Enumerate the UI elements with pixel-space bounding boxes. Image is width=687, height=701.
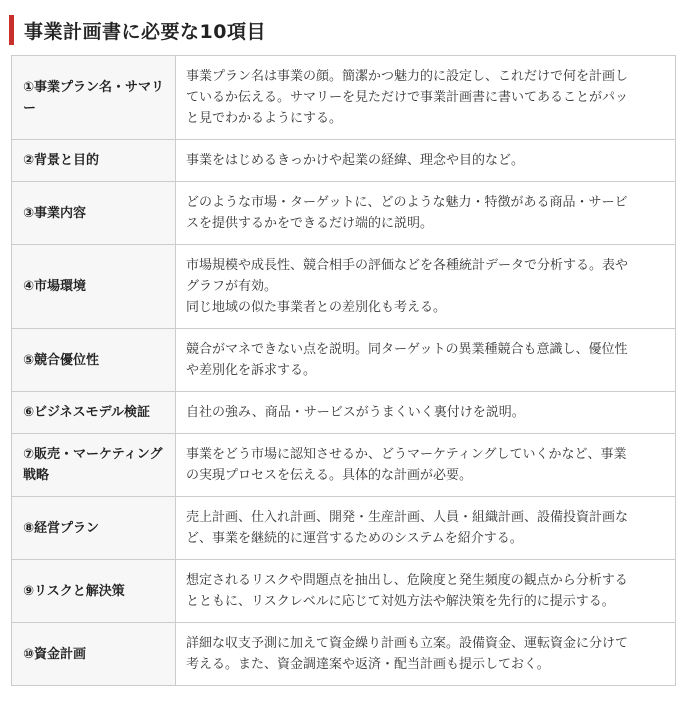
description-line: 想定されるリスクや問題点を抽出し、危険度と発生頻度の観点から分析する	[186, 573, 628, 588]
description-line: ど、事業を継続的に運営するためのシステムを紹介する。	[186, 531, 523, 546]
description-line: グラフが有効。	[186, 279, 278, 294]
table-row	[12, 434, 676, 497]
description-line: 事業をどう市場に認知させるか、どうマーケティングしていくかなど、事業	[186, 447, 627, 462]
description-line: や差別化を訴求する。	[186, 363, 317, 378]
description-line: 詳細な収支予測に加えて資金繰り計画も立案。設備資金、運転資金に分けて	[186, 636, 629, 651]
business-plan-items-table	[11, 55, 676, 686]
table-row	[12, 140, 676, 182]
item-label: ⑥ビジネスモデル検証	[12, 392, 176, 434]
description-line: 同じ地域の似た事業者との差別化も考える。	[186, 300, 447, 315]
item-label: ③事業内容	[12, 182, 176, 245]
item-description	[176, 434, 676, 497]
heading-accent-bar	[9, 15, 14, 45]
item-label: ⑩資金計画	[12, 623, 176, 686]
description-line: 考える。また、資金調達案や返済・配当計画も提示しておく。	[186, 657, 550, 672]
item-label: ④市場環境	[12, 245, 176, 329]
item-description	[176, 623, 676, 686]
description-line: 事業プラン名は事業の顔。簡潔かつ魅力的に設定し、これだけで何を計画し	[186, 69, 629, 84]
section-heading	[9, 15, 669, 45]
description-line: 自社の強み、商品・サービスがうまくいく裏付けを説明。	[186, 405, 525, 420]
description-line: ているか伝える。サマリーを見ただけで事業計画書に書いてあることがパッ	[186, 90, 629, 105]
item-label: ⑦販売・マーケティング戦略	[12, 434, 176, 497]
table-row	[12, 56, 676, 140]
table-row	[12, 497, 676, 560]
description-line: 市場規模や成長性、競合相手の評価などを各種統計データで分析する。表や	[186, 258, 629, 273]
item-description	[176, 56, 676, 140]
table-row	[12, 245, 676, 329]
table-row	[12, 560, 676, 623]
description-line: の実現プロセスを伝える。具体的な計画が必要。	[186, 468, 473, 483]
item-description	[176, 182, 676, 245]
description-line: 売上計画、仕入れ計画、開発・生産計画、人員・組織計画、設備投資計画な	[186, 510, 629, 525]
item-label: ⑧経営プラン	[12, 497, 176, 560]
item-label: ⑨リスクと解決策	[12, 560, 176, 623]
description-line: 事業をはじめるきっかけや起業の経緯、理念や目的など。	[186, 153, 525, 168]
table-row	[12, 623, 676, 686]
item-label: ⑤競合優位性	[12, 329, 176, 392]
table-row	[12, 329, 676, 392]
item-description	[176, 245, 676, 329]
item-description	[176, 329, 676, 392]
item-label: ①事業プラン名・サマリー	[12, 56, 176, 140]
description-line: と見でわかるようにする。	[186, 111, 343, 126]
description-line: どのような市場・ターゲットに、どのような魅力・特徴がある商品・サービ	[186, 195, 628, 210]
table-row	[12, 392, 676, 434]
item-description	[176, 392, 676, 434]
description-line: スを提供するかをできるだけ端的に説明。	[186, 216, 434, 231]
description-line: とともに、リスクレベルに応じて対処方法や解決策を先行的に提示する。	[186, 594, 615, 609]
table-row	[12, 182, 676, 245]
item-description	[176, 497, 676, 560]
description-line: 競合がマネできない点を説明。同ターゲットの異業種競合も意識し、優位性	[186, 342, 628, 357]
item-label: ②背景と目的	[12, 140, 176, 182]
item-description	[176, 560, 676, 623]
heading-title: 事業計画書に必要な10項目	[24, 20, 266, 43]
item-description	[176, 140, 676, 182]
